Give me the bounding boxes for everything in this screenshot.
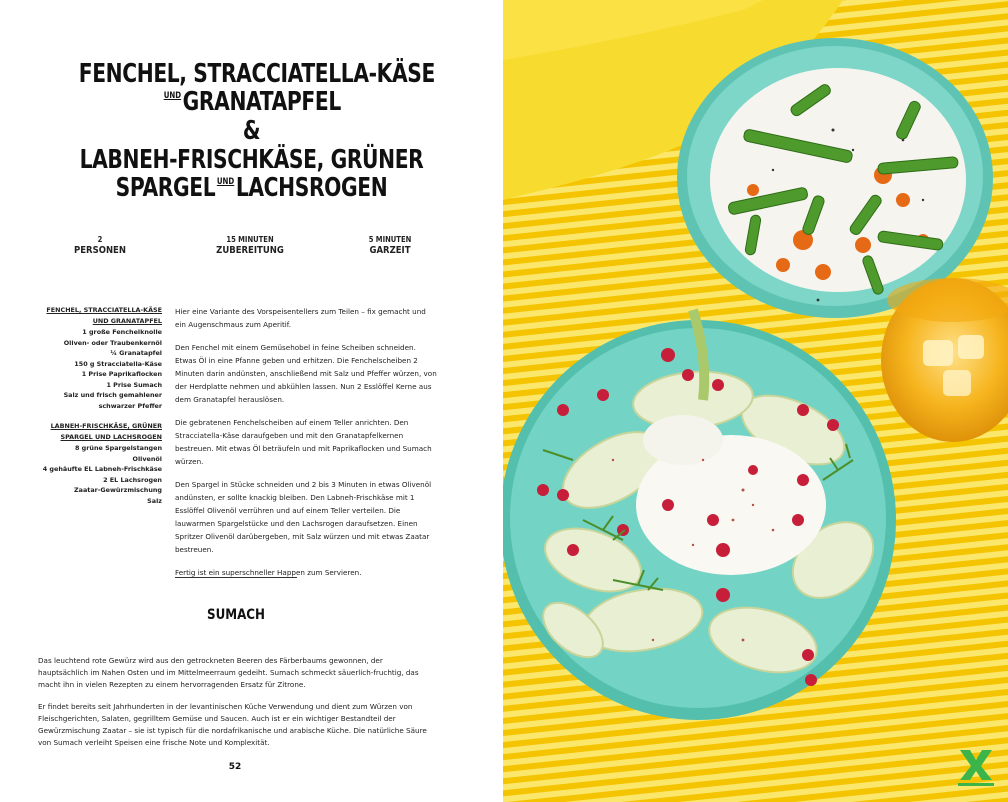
- cook-time-value: 5 MINUTEN: [368, 235, 412, 244]
- sumach-heading: SUMACH: [207, 607, 265, 623]
- servings-value: 2: [97, 235, 103, 244]
- cook-time: [339, 234, 441, 256]
- food-photo-illustration: [503, 0, 1008, 802]
- title-und-1: UND: [163, 91, 182, 101]
- recipe-step: Die gebratenen Fenchelscheiben auf einem Teller anrichten. Den Stracciatella-Käse daraufgeben und mit den Granatapfelkernen bestreuen. Mit etwas Öl beträufeln und mit Paprikaflocken und Sumach würzen.: [175, 418, 432, 466]
- recipe-steps: [175, 305, 437, 589]
- ingredient-item: ¼ Granatapfel: [110, 349, 162, 357]
- title-line-3: LABNEH-FRISCHKÄSE, GRÜNER: [79, 145, 424, 175]
- recipe-page: [0, 0, 503, 802]
- title-lachsrogen: LACHSROGEN: [235, 173, 388, 203]
- recipe-meta: [40, 234, 460, 264]
- ingredient-item: 8 grüne Spargelstangen: [75, 444, 162, 452]
- ingredient-item: Salz und frisch gemahlener schwarzer Pfeffer: [63, 391, 162, 410]
- cook-time-label: GARZEIT: [369, 245, 411, 256]
- sumach-text: [38, 655, 433, 759]
- ingredient-section-title: LABNEH-FRISCHKÄSE, GRÜNER SPARGEL UND LACHSROGEN: [50, 422, 162, 441]
- ingredient-item: Oliven- oder Traubenkernöl: [63, 338, 162, 347]
- recipe-step: Den Spargel in Stücke schneiden und 2 bis 3 Minuten in etwas Olivenöl andünsten, er sollte knackig bleiben. Den Labneh-Frischkäse mit 1 Esslöffel Olivenöl verrühren und auf einem Teller verteilen. Die lauwarmen Spargelstücke und den Lachsrogen daraufsetzen. Einen Spritzer Olivenöl darübergeben, mit Salz würzen und mit etwas Zaatar bestreuen.: [175, 480, 432, 554]
- sumach-paragraph: Das leuchtend rote Gewürz wird aus den getrockneten Beeren des Färberbaums gewonnen, der hauptsächlich im Nahen Osten und im Mittelmeerraum gedeiht. Sumach schmeckt säuerlich-fruchtig, das macht ihn in vielen Rezepten zu einem hervorragenden Ersatz für Zitrone.: [38, 656, 419, 689]
- title-line-4: [79, 174, 425, 202]
- labneh-plate: [677, 38, 993, 318]
- section-divider: [175, 577, 297, 578]
- title-und-2: UND: [216, 177, 235, 187]
- servings: [49, 234, 151, 256]
- recipe-step: Fertig ist ein superschneller Happen zum Servieren.: [175, 568, 362, 577]
- title-granatapfel: GRANATAPFEL: [182, 87, 341, 117]
- title-line-1: FENCHEL, STRACCIATELLA-KÄSE: [78, 59, 435, 89]
- page-number: 52: [228, 762, 242, 772]
- ingredient-list: [40, 305, 162, 506]
- sumach-paragraph: Er findet bereits seit Jahrhunderten in der levantinischen Küche Verwendung und dient zum Würzen von Fleischgerichten, Salaten, gegrilltem Gemüse und Saucen. Auch ist er ein wichtiger Bestandteil der Gewürzmischung Zaatar – sie ist typisch für die nordafrikanische und arabische Küche. Die natürliche Säure von Sumach verleiht Speisen eine frische Note und Komplexität.: [38, 702, 427, 747]
- prep-time-value: 15 MINUTEN: [226, 235, 274, 244]
- food-photo: [503, 0, 1008, 802]
- prep-time-label: ZUBEREITUNG: [216, 245, 284, 256]
- ingredient-item: Olivenöl: [132, 454, 162, 463]
- ingredient-item: 4 gehäufte EL Labneh-Frischkäse: [42, 465, 162, 473]
- title-line-2: [79, 88, 425, 116]
- title-ampersand: &: [242, 116, 261, 146]
- recipe-step: Hier eine Variante des Vorspeisentellers zum Teilen – fix gemacht und ein Augenschmaus zum Aperitif.: [175, 307, 426, 329]
- ingredient-item: 2 EL Lachsrogen: [103, 475, 162, 484]
- ingredient-item: 1 große Fenchelknolle: [82, 328, 162, 336]
- ingredient-item: 150 g Stracciatella-Käse: [74, 359, 162, 368]
- ingredient-item: Salz: [147, 496, 162, 505]
- ingredient-item: 1 Prise Sumach: [106, 380, 162, 389]
- publisher-logo-icon: [954, 744, 998, 788]
- ingredient-item: Zaatar-Gewürzmischung: [74, 486, 162, 494]
- servings-label: PERSONEN: [74, 245, 126, 256]
- ingredient-item: 1 Prise Paprikaflocken: [81, 370, 162, 378]
- ingredient-section-title: FENCHEL, STRACCIATELLA-KÄSE UND GRANATAPFEL: [46, 306, 162, 325]
- prep-time: [199, 234, 301, 256]
- recipe-step: Den Fenchel mit einem Gemüsehobel in feine Scheiben schneiden. Etwas Öl in eine Pfanne geben und erhitzen. Die Fenchelscheiben 2 Minuten darin andünsten, anschließend mit Salz und Pfeffer würzen, von der Herdplatte nehmen und abkühlen lassen. Nun 2 Esslöffel Kerne aus dem Granatapfel herauslösen.: [175, 343, 437, 404]
- title-spargel: SPARGEL: [115, 173, 216, 203]
- recipe-title: [78, 59, 435, 203]
